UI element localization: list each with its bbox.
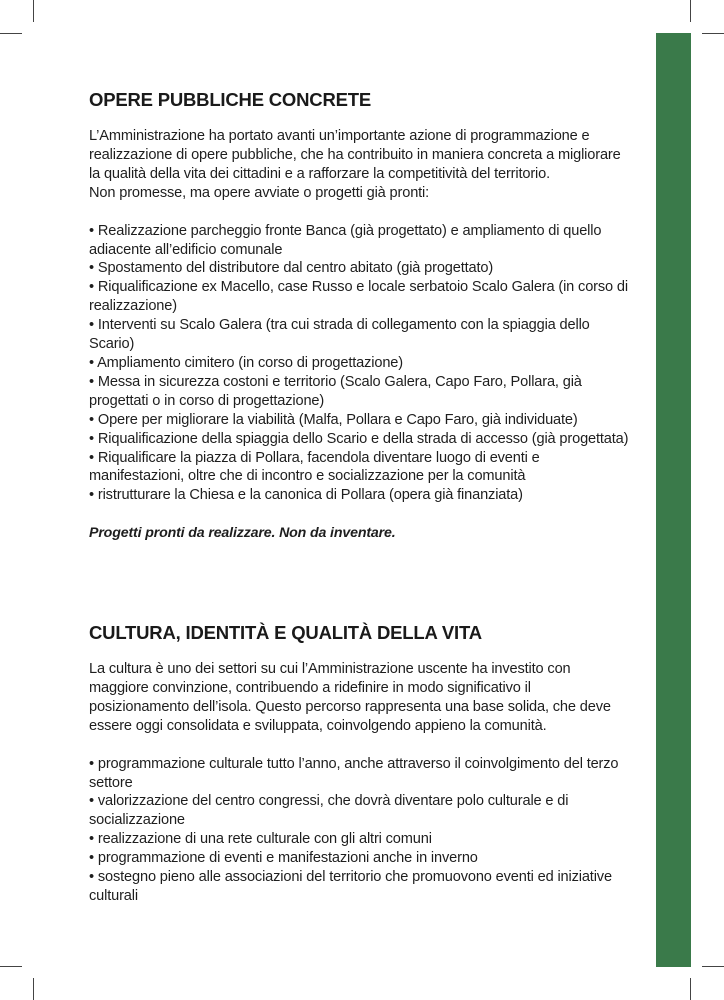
list-item: • programmazione di eventi e manifestazioni anche in inverno [89, 850, 478, 867]
accent-side-band [656, 33, 691, 967]
public-works-list [89, 222, 629, 506]
crop-mark-bottom-left [33, 978, 34, 1000]
section-opere-pubbliche [89, 88, 629, 543]
section-intro: L’Amministrazione ha portato avanti un’importante azione di programmazione e realizzazione di opere pubbliche, che ha contribuito in maniera concreta a migliorare la qualità della vita dei cittadini e a rafforzare la competitività del territorio. [89, 128, 621, 182]
section-intro-statement: Non promesse, ma opere avviate o progetti già pronti: [89, 184, 430, 201]
list-item: • realizzazione di una rete culturale con gli altri comuni [89, 831, 432, 848]
spacer [89, 203, 629, 222]
list-item: • Spostamento del distributore dal centro abitato (già progettato) [89, 260, 494, 277]
culture-list [89, 755, 629, 906]
list-item: • programmazione culturale tutto l’anno, anche attraverso il coinvolgimento del terzo settore [89, 755, 619, 791]
crop-mark-top-right [690, 0, 691, 22]
crop-mark-bottom-right [690, 978, 691, 1000]
section-intro: La cultura è uno dei settori su cui l’Amministrazione uscente ha investito con maggiore convinzione, contribuendo a ridefinire in modo significativo il posizionamento dell’isola. Questo percorso rappresenta una base solida, che deve essere oggi consolidata e sviluppata, coinvolgendo appieno la comunità. [89, 661, 611, 734]
list-item: • Opere per migliorare la viabilità (Malfa, Pollara e Capo Faro, già individuate) [89, 411, 578, 428]
list-item: • Ampliamento cimitero (in corso di progettazione) [89, 354, 403, 371]
list-item: • sostegno pieno alle associazioni del territorio che promuovono eventi ed iniziative culturali [89, 869, 612, 904]
crop-mark-top-left-h [0, 33, 22, 34]
section-title: CULTURA, IDENTITÀ E QUALITÀ DELLA VITA [89, 622, 482, 643]
section-title: OPERE PUBBLICHE CONCRETE [89, 89, 371, 110]
list-item: • Riqualificazione della spiaggia dello Scario e della strada di accesso (già progettata) [89, 430, 629, 447]
spacer [89, 505, 629, 524]
crop-mark-top-right-h [702, 33, 724, 34]
list-item: • Riqualificazione ex Macello, case Russo e locale serbatoio Scalo Galera (in corso di realizzazione) [89, 279, 628, 315]
list-item: • Messa in sicurezza costoni e territorio (Scalo Galera, Capo Faro, Pollara, già progettati o in corso di progettazione) [89, 373, 582, 409]
spacer [89, 736, 629, 755]
crop-mark-bottom-left-h [0, 966, 22, 967]
crop-mark-bottom-right-h [702, 966, 724, 967]
list-item: • Realizzazione parcheggio fronte Banca (già progettato) e ampliamento di quello adiacente all’edificio comunale [89, 222, 602, 258]
list-item: • ristrutturare la Chiesa e la canonica di Pollara (opera già finanziata) [89, 487, 523, 504]
section-cultura [89, 621, 629, 906]
list-item: • valorizzazione del centro congressi, che dovrà diventare polo culturale e di socializzazione [89, 793, 569, 829]
list-item: • Interventi su Scalo Galera (tra cui strada di collegamento con la spiaggia dello Scario) [89, 317, 590, 353]
crop-mark-top-left [33, 0, 34, 22]
tagline: Progetti pronti da realizzare. Non da inventare. [89, 525, 396, 542]
list-item: • Riqualificare la piazza di Pollara, facendola diventare luogo di eventi e manifestazioni, oltre che di incontro e socializzazione per la comunità [89, 449, 540, 485]
